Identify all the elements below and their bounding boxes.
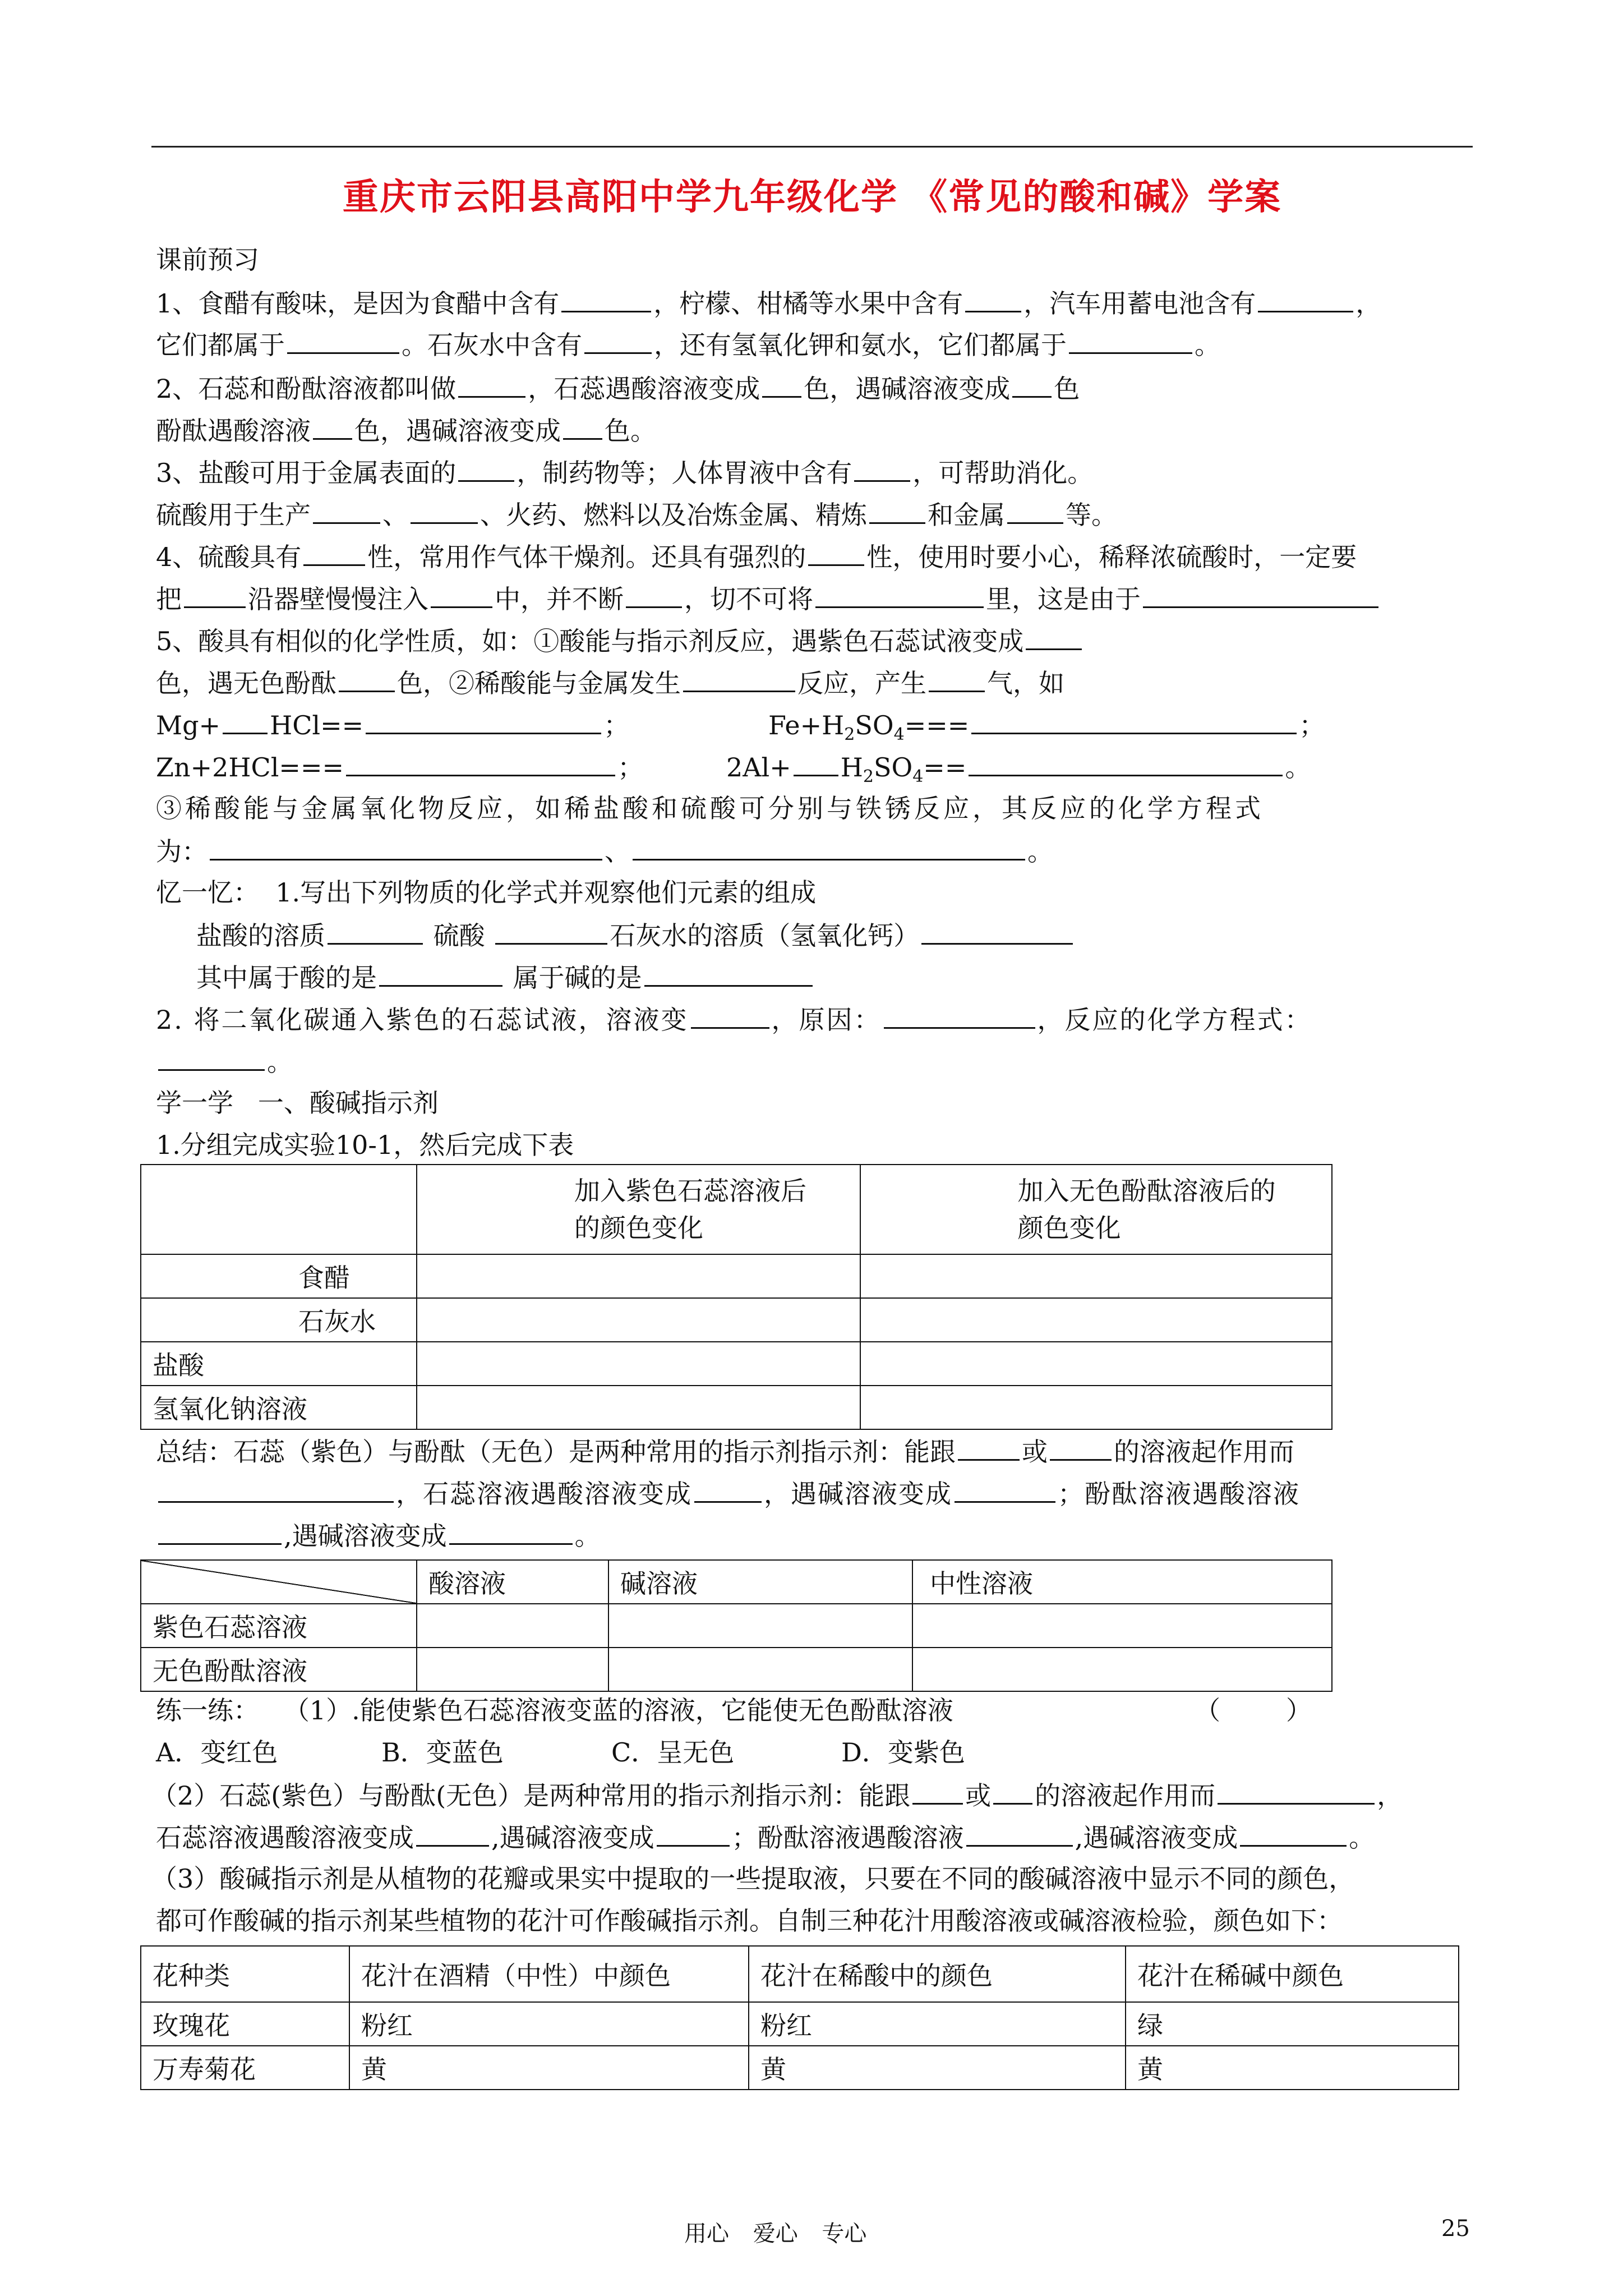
blank[interactable] <box>971 707 1297 734</box>
table-row-label: 盐酸 <box>141 1342 417 1386</box>
table-col-base: 碱溶液 <box>608 1560 912 1604</box>
recall-heading: 忆一忆： 1.写出下列物质的化学式并观察他们元素的组成 <box>156 877 817 908</box>
blank[interactable] <box>563 412 602 440</box>
blank[interactable] <box>1218 1777 1375 1805</box>
flower-indicator-table <box>140 1945 1459 2090</box>
table-col-neutral: 中性溶液 <box>912 1560 1332 1604</box>
table-cell: 玫瑰花 <box>141 2002 349 2046</box>
summary-line-3: ,遇碱溶液变成 。 <box>156 1517 601 1553</box>
table-cell[interactable] <box>417 1298 860 1342</box>
document-title: 重庆市云阳县高阳中学九年级化学 《常见的酸和碱》学案 <box>342 177 1282 218</box>
blank[interactable] <box>584 326 652 354</box>
table-header-cell: 花种类 <box>141 1946 349 2002</box>
table-cell: 黄 <box>349 2046 749 2090</box>
indicator-summary-table <box>140 1559 1332 1692</box>
equation-line-1: Mg+ HCl== ； <box>156 707 629 743</box>
equation-fe: $Fe+H_2SO_4===$ ； <box>768 707 1325 752</box>
learn-heading: 学一学 一、酸碱指示剂 <box>156 1088 439 1118</box>
table-cell: 粉红 <box>749 2002 1126 2046</box>
recall-line-2: 盐酸的溶质 硫酸 石灰水的溶质（氢氧化钙） <box>196 917 1075 953</box>
blank[interactable] <box>884 1001 1035 1029</box>
blank[interactable] <box>1050 1433 1112 1461</box>
blank[interactable] <box>854 454 910 482</box>
question-2-line-1: 2、石蕊和酚酞溶液都叫做 ，石蕊遇酸溶液变成 色，遇碱溶液变成 色 <box>156 370 1080 406</box>
blank[interactable] <box>158 1043 265 1071</box>
blank[interactable] <box>328 917 423 945</box>
page-footer: 用心 爱心 专心 <box>684 2221 867 2247</box>
summary-line-2: ，石蕊溶液遇酸溶液变成 ，遇碱溶液变成 ；酚酞溶液遇酸溶液 <box>156 1475 1300 1511</box>
blank[interactable] <box>158 1517 282 1545</box>
question-3-line-2: 硫酸用于生产 、 、火药、燃料以及冶炼金属、精炼 和金属 等。 <box>156 496 1117 532</box>
table-cell[interactable] <box>417 1648 608 1691</box>
question-5-line-2: 色，遇无色酚酞 色，②稀酸能与金属发生 反应，产生 气，如 <box>156 665 1064 701</box>
table-cell: 绿 <box>1126 2002 1459 2046</box>
blank[interactable] <box>458 370 525 398</box>
blank[interactable] <box>287 326 399 354</box>
blank[interactable] <box>955 1475 1055 1503</box>
blank[interactable] <box>966 1819 1073 1847</box>
table-row-label: 紫色石蕊溶液 <box>141 1604 417 1648</box>
summary-line-1: 总结：石蕊（紫色）与酚酞（无色）是两种常用的指示剂指示剂：能跟 或 的溶液起作用而 <box>156 1433 1294 1469</box>
practice-q2-line-2: 石蕊溶液遇酸溶液变成 ,遇碱溶液变成 ；酚酞溶液遇酸溶液 ,遇碱溶液变成 。 <box>156 1819 1375 1855</box>
blank[interactable] <box>912 1777 963 1805</box>
practice-q3-line-2: 都可作酸碱的指示剂某些植物的花汁可作酸碱指示剂。自制三种花汁用酸溶液或碱溶液检验，颜色如下： <box>156 1906 1343 1936</box>
table-cell: 粉红 <box>349 2002 749 2046</box>
answer-parentheses[interactable]: （ ） <box>1195 1695 1312 1726</box>
blank[interactable] <box>313 412 352 440</box>
question-1-line-1: 1、食醋有酸味，是因为食醋中含有 ，柠檬、柑橘等水果中含有 ，汽车用蓄电池含有 ， <box>156 285 1381 321</box>
blank[interactable] <box>1026 623 1082 650</box>
table-cell[interactable] <box>417 1386 860 1429</box>
blank[interactable] <box>366 707 601 734</box>
blank[interactable] <box>794 749 838 776</box>
blank[interactable] <box>694 1475 762 1503</box>
blank[interactable] <box>223 707 268 734</box>
table-row-label: 石灰水 <box>141 1298 417 1342</box>
recall-line-4: 2. 将二氧化碳通入紫色的石蕊试液，溶液变 ，原因： ，反应的化学方程式： <box>156 1001 1312 1037</box>
learn-instruction: 1.分组完成实验10-1，然后完成下表 <box>156 1130 574 1160</box>
blank[interactable] <box>1258 285 1353 312</box>
blank[interactable] <box>379 959 502 987</box>
page-number: 25 <box>1441 2216 1470 2242</box>
table-cell[interactable] <box>860 1254 1332 1298</box>
table-cell[interactable] <box>417 1604 608 1648</box>
blank[interactable] <box>1007 496 1063 524</box>
blank[interactable] <box>210 833 602 861</box>
table-col-acid: 酸溶液 <box>417 1560 608 1604</box>
blank[interactable] <box>1240 1819 1347 1847</box>
blank[interactable] <box>626 581 682 608</box>
header-rule <box>151 146 1473 148</box>
blank[interactable] <box>458 454 514 482</box>
question-4-line-2: 把 沿器壁慢慢注入 中，并不断 ，切不可将 里，这是由于 <box>156 581 1381 616</box>
table-cell[interactable] <box>608 1604 912 1648</box>
table-cell[interactable] <box>417 1254 860 1298</box>
blank[interactable] <box>416 1819 489 1847</box>
blank[interactable] <box>993 1777 1032 1805</box>
question-4-line-1: 4、硫酸具有 性，常用作气体干燥剂。还具有强烈的 性，使用时要小心，稀释浓硫酸时，一定要 <box>156 539 1357 574</box>
table-cell[interactable] <box>608 1648 912 1691</box>
table-head-litmus: 加入紫色石蕊溶液后 的颜色变化 <box>417 1165 860 1254</box>
blank[interactable] <box>644 959 813 987</box>
recall-line-3: 其中属于酸的是 属于碱的是 <box>196 959 815 995</box>
blank[interactable] <box>303 539 365 566</box>
blank[interactable] <box>762 370 801 398</box>
question-5-line-4: 为： 、 。 <box>156 833 1053 869</box>
table-cell: 黄 <box>749 2046 1126 2090</box>
table-head-phenolphthalein: 加入无色酚酞溶液后的 颜色变化 <box>860 1165 1332 1254</box>
blank[interactable] <box>921 917 1073 945</box>
blank[interactable] <box>683 665 795 692</box>
blank[interactable] <box>815 581 984 608</box>
table-row-label: 食醋 <box>141 1254 417 1298</box>
table-corner-diagonal <box>141 1560 417 1604</box>
option-b[interactable]: B．变蓝色 <box>381 1737 504 1768</box>
blank[interactable] <box>431 581 492 608</box>
practice-q1: 练一练： （1）.能使紫色石蕊溶液变蓝的溶液，它能使无色酚酞溶液 <box>156 1695 953 1726</box>
table-cell[interactable] <box>912 1648 1332 1691</box>
option-a[interactable]: A．变红色 <box>156 1737 278 1768</box>
equation-al: $2Al+ H_2SO_4==$ 。 <box>726 749 1311 794</box>
blank[interactable] <box>691 1001 769 1029</box>
equation-line-2: Zn+2HCl=== ； <box>156 749 643 785</box>
section-preview: 课前预习 <box>156 245 259 275</box>
blank[interactable] <box>184 581 246 608</box>
question-3-line-1: 3、盐酸可用于金属表面的 ，制药物等；人体胃液中含有 ，可帮助消化。 <box>156 454 1093 490</box>
question-5-line-3: ③稀酸能与金属氧化物反应，如稀盐酸和硫酸可分别与铁锈反应，其反应的化学方程式 <box>156 793 1264 823</box>
table-cell: 黄 <box>1126 2046 1459 2090</box>
blank[interactable] <box>346 749 615 776</box>
table-cell[interactable] <box>417 1342 860 1386</box>
blank[interactable] <box>869 496 925 524</box>
question-2-line-2: 酚酞遇酸溶液 色，遇碱溶液变成 色。 <box>156 412 656 448</box>
blank[interactable] <box>411 496 478 524</box>
table-row-label: 氢氧化钠溶液 <box>141 1386 417 1429</box>
option-c[interactable]: C．呈无色 <box>611 1737 735 1768</box>
practice-q3-line-1: （3）酸碱指示剂是从植物的花瓣或果实中提取的一些提取液，只要在不同的酸碱溶液中显示不同的颜色， <box>151 1864 1355 1894</box>
blank[interactable] <box>339 665 395 692</box>
blank[interactable] <box>1012 370 1052 398</box>
question-5-line-1: 5、酸具有相似的化学性质，如：①酸能与指示剂反应，遇紫色石蕊试液变成 <box>156 623 1084 659</box>
indicator-table <box>140 1164 1332 1430</box>
blank[interactable] <box>158 1475 394 1503</box>
option-d[interactable]: D．变紫色 <box>841 1737 965 1768</box>
table-header-cell: 花汁在稀碱中颜色 <box>1126 1946 1459 2002</box>
table-cell[interactable] <box>860 1386 1332 1429</box>
table-header-cell: 花汁在酒精（中性）中颜色 <box>349 1946 749 2002</box>
table-cell[interactable] <box>860 1342 1332 1386</box>
table-cell[interactable] <box>912 1604 1332 1648</box>
recall-line-5: 。 <box>156 1043 293 1079</box>
blank[interactable] <box>965 285 1021 312</box>
blank[interactable] <box>657 1819 730 1847</box>
table-row-label: 无色酚酞溶液 <box>141 1648 417 1691</box>
table-cell[interactable] <box>860 1298 1332 1342</box>
blank[interactable] <box>808 539 864 566</box>
blank[interactable] <box>449 1517 573 1545</box>
blank[interactable] <box>633 833 1025 861</box>
blank[interactable] <box>1143 581 1378 608</box>
blank[interactable] <box>561 285 651 312</box>
practice-q2-line-1: （2）石蕊(紫色）与酚酞(无色）是两种常用的指示剂指示剂：能跟 或 的溶液起作用而 ， <box>151 1777 1403 1813</box>
blank[interactable] <box>1069 326 1192 354</box>
blank[interactable] <box>929 665 985 692</box>
table-cell: 万寿菊花 <box>141 2046 349 2090</box>
blank[interactable] <box>969 749 1283 776</box>
question-1-line-2: 它们都属于 。石灰水中含有 ，还有氢氧化钾和氨水，它们都属于 。 <box>156 326 1220 362</box>
blank[interactable] <box>495 917 607 945</box>
blank[interactable] <box>958 1433 1020 1461</box>
table-header-cell: 花汁在稀酸中的颜色 <box>749 1946 1126 2002</box>
blank[interactable] <box>313 496 380 524</box>
table-corner <box>141 1165 417 1254</box>
